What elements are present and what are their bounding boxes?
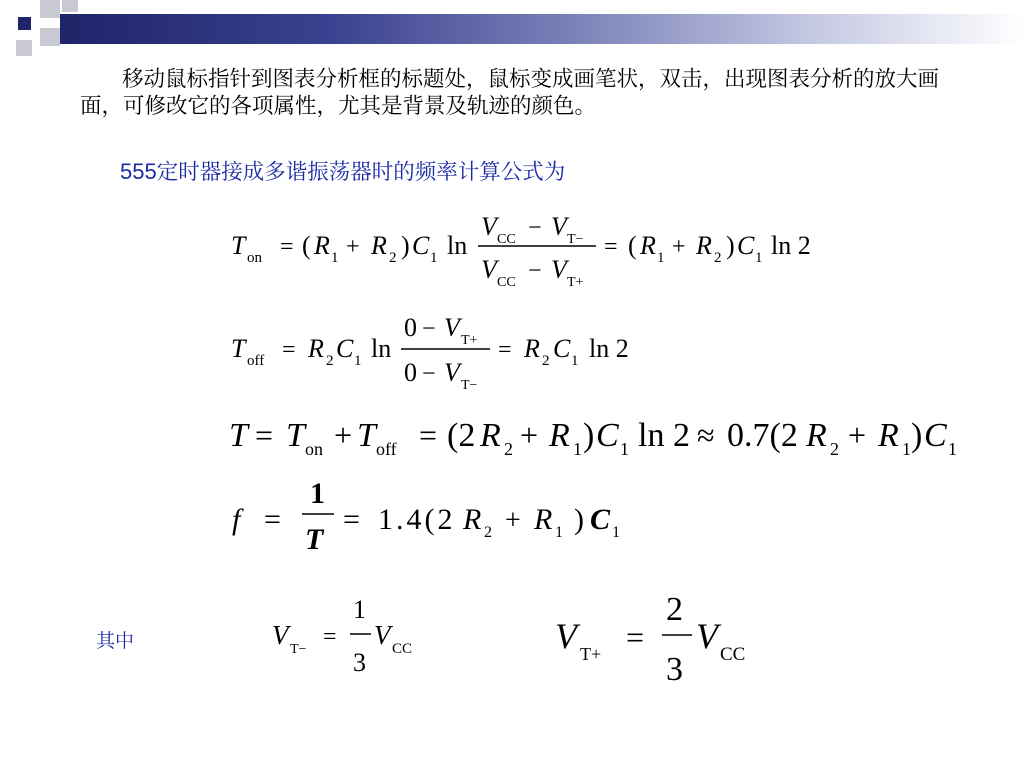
t-off-symbol: T	[231, 334, 246, 363]
t-off-num-v: V	[444, 313, 460, 342]
t-on-c1b: C	[737, 231, 755, 260]
t-on-num-v: V	[481, 212, 497, 241]
t-on-r1b-sub: 1	[657, 250, 665, 266]
vtm-cc: CC	[392, 641, 413, 657]
t-off-formula	[231, 313, 629, 393]
t-on-ln: ln	[447, 231, 468, 260]
period-plus-3: +	[848, 417, 867, 453]
period-r2-sub: 2	[504, 439, 513, 459]
period-rparen: )	[583, 417, 595, 454]
vtp-cc: CC	[720, 644, 746, 665]
vtm-v: V	[272, 620, 289, 650]
t-off-num-tplus: T+	[461, 333, 478, 348]
period-c1b-sub: 1	[948, 439, 957, 459]
freq-r1: R	[534, 503, 553, 536]
t-on-r1: R	[314, 231, 330, 260]
period-ln2: ln 2	[638, 417, 690, 454]
t-on-r2b: R	[696, 231, 712, 260]
vtm-num: 1	[353, 595, 366, 624]
period-t-off: T	[357, 417, 376, 454]
t-off-r2-sub: 2	[326, 353, 334, 369]
t-on-r2b-sub: 2	[714, 250, 722, 266]
period-plus: +	[334, 417, 353, 453]
t-off-equals: =	[282, 337, 296, 363]
period-rparen-2: )	[911, 417, 923, 454]
period-t: T	[229, 417, 248, 454]
period-on-sub: on	[305, 439, 323, 459]
t-on-num-v2: V	[551, 212, 567, 241]
t-on-r2-sub: 2	[389, 250, 397, 266]
t-off-r2b: R	[524, 334, 540, 363]
where-label: 其中	[96, 630, 135, 652]
period-formula	[229, 417, 957, 459]
period-r2: R	[480, 417, 501, 454]
t-off-subscript: off	[247, 353, 265, 369]
t-on-r1b: R	[640, 231, 656, 260]
t-on-c1-sub: 1	[430, 250, 438, 266]
t-on-plus: +	[346, 234, 360, 260]
t-on-rparen: )	[401, 231, 410, 260]
t-on-lparen: (	[302, 231, 311, 260]
vtp-equals: =	[626, 619, 645, 655]
freq-num: 1	[310, 477, 325, 510]
intro-number: 555	[120, 159, 157, 184]
t-on-r1-sub: 1	[331, 250, 339, 266]
vtp-sub: T+	[580, 644, 602, 664]
period-c1-sub: 1	[620, 439, 629, 459]
freq-f: f	[232, 503, 241, 536]
t-on-c1b-sub: 1	[755, 250, 763, 266]
t-on-equals: =	[280, 234, 294, 260]
period-coef: 0.7(2	[727, 417, 798, 454]
freq-equals-2: =	[343, 503, 360, 536]
t-on-den-minus: −	[528, 258, 542, 284]
t-on-c1: C	[412, 231, 430, 260]
t-on-num-cc: CC	[497, 232, 516, 247]
period-r1b: R	[878, 417, 899, 454]
period-t-on: T	[286, 417, 305, 454]
t-off-c1-sub: 1	[354, 353, 362, 369]
t-off-den-v: V	[444, 358, 460, 387]
t-on-r2: R	[371, 231, 387, 260]
t-off-ln: ln	[371, 334, 392, 363]
vtm-den: 3	[353, 648, 366, 677]
vtp-num: 2	[666, 591, 683, 628]
vtm-equals: =	[323, 624, 337, 650]
instruction-paragraph: 移动鼠标指针到图表分析框的标题处，鼠标变成画笔状，双击，出现图表分析的放大画面，可修改它的各项属性，尤其是背景及轨迹的颜色。	[80, 67, 940, 119]
freq-r2: R	[463, 503, 482, 536]
t-off-r2b-sub: 2	[542, 353, 550, 369]
t-off-num-zero: 0	[404, 313, 417, 342]
freq-plus: +	[505, 505, 521, 536]
period-plus-2: +	[520, 417, 539, 453]
t-on-num-tminus: T−	[567, 232, 584, 247]
freq-c1: C	[590, 503, 611, 536]
t-off-c1: C	[336, 334, 354, 363]
v-tminus-formula	[272, 595, 412, 677]
period-equals-2: =	[419, 417, 438, 453]
t-on-den-tplus: T+	[567, 275, 584, 290]
t-off-den-minus: −	[422, 361, 436, 387]
t-off-equals-2: =	[498, 337, 512, 363]
t-on-den-cc: CC	[497, 275, 516, 290]
freq-c1-sub: 1	[612, 524, 620, 541]
period-r1-sub: 1	[573, 439, 582, 459]
t-on-ln2: ln 2	[771, 231, 811, 260]
intro-text: 定时器接成多谐振荡器时的频率计算公式为	[156, 160, 566, 185]
t-on-rparen-2: )	[726, 231, 735, 260]
vtp-v: V	[555, 616, 577, 656]
t-off-c1b-sub: 1	[571, 353, 579, 369]
t-on-plus-2: +	[672, 234, 686, 260]
period-c1b: C	[924, 417, 947, 454]
t-off-den-tminus: T−	[461, 378, 478, 393]
period-2-lparen: (2	[447, 417, 476, 454]
vtp-vcc: V	[696, 616, 718, 656]
freq-den: T	[305, 523, 324, 556]
t-on-num-minus: −	[528, 215, 542, 241]
t-off-num-minus: −	[422, 316, 436, 342]
v-tplus-formula	[555, 591, 745, 688]
vtm-vcc: V	[374, 620, 391, 650]
freq-r2-sub: 2	[484, 524, 492, 541]
t-on-den-v2: V	[551, 255, 567, 284]
freq-equals: =	[264, 503, 281, 536]
period-approx: ≈	[697, 417, 715, 453]
t-on-den-v: V	[481, 255, 497, 284]
t-off-den-zero: 0	[404, 358, 417, 387]
t-on-formula	[231, 212, 811, 290]
t-on-equals-2: =	[604, 234, 618, 260]
vtm-sub: T−	[290, 642, 307, 657]
period-r1: R	[549, 417, 570, 454]
period-c1: C	[596, 417, 619, 454]
t-on-symbol: T	[231, 231, 246, 260]
period-off-sub: off	[376, 439, 397, 459]
t-off-r2: R	[308, 334, 324, 363]
period-r2b-sub: 2	[830, 439, 839, 459]
freq-r1-sub: 1	[555, 524, 563, 541]
freq-rparen: )	[574, 503, 584, 536]
period-r1b-sub: 1	[902, 439, 911, 459]
freq-coef: 1.4(2	[378, 503, 456, 536]
t-off-ln2: ln 2	[589, 334, 629, 363]
t-on-lparen-2: (	[628, 231, 637, 260]
vtp-den: 3	[666, 651, 683, 688]
t-on-subscript: on	[247, 250, 262, 266]
period-equals: =	[255, 417, 274, 453]
t-off-c1b: C	[553, 334, 571, 363]
period-r2b: R	[806, 417, 827, 454]
frequency-formula	[232, 477, 620, 556]
